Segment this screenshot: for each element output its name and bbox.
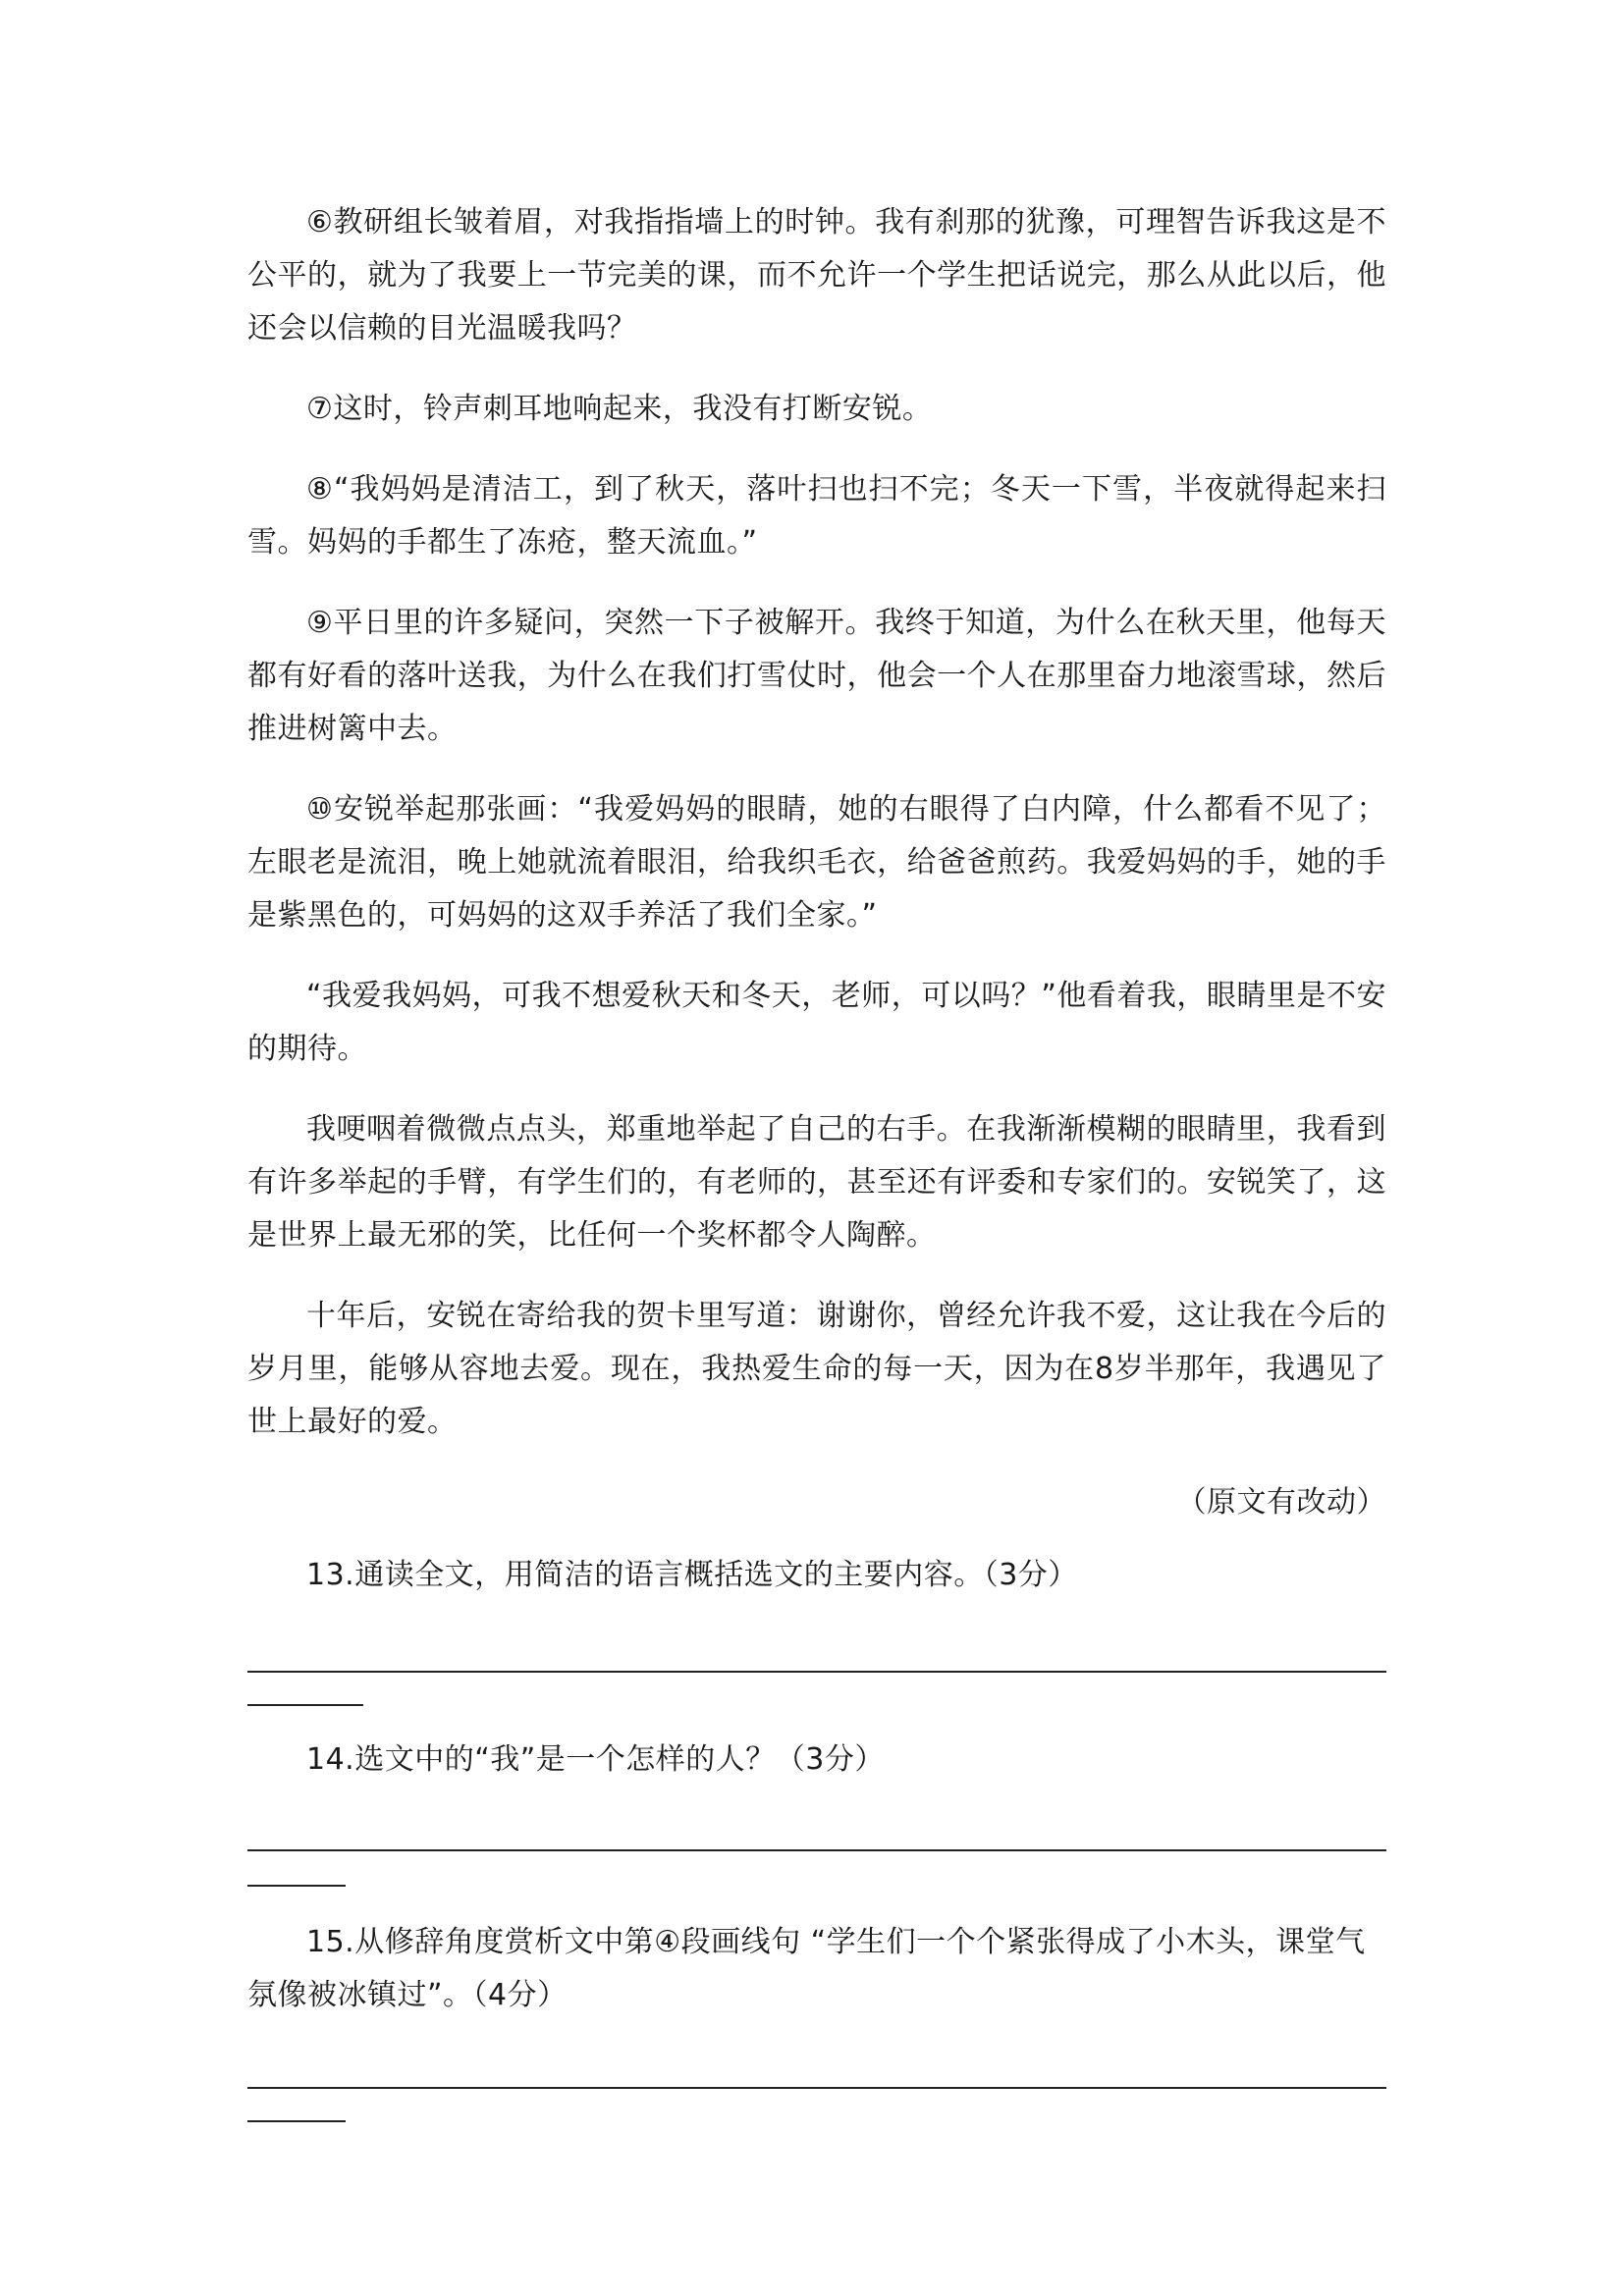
question-13: 13.通读全文，用简洁的语言概括选文的主要内容。（3分） xyxy=(306,1558,1078,1592)
paragraph-6: ⑥教研组长皱着眉，对我指指墙上的时钟。我有刹那的犹豫，可理智告诉我这是不公平的，就为了我要上一节完美的课，而不允许一个学生把话说完，那么从此以后，他还会以信赖的目光温暖我吗？ xyxy=(247,205,1386,346)
answer-line xyxy=(247,1704,363,1706)
answer-line xyxy=(247,2087,1386,2089)
question-14: 14.选文中的“我”是一个怎样的人？（3分） xyxy=(306,1742,885,1777)
answer-line xyxy=(247,2120,346,2122)
paragraph-10: ⑩安锐举起那张画：“我爱妈妈的眼睛，她的右眼得了白内障，什么都看不见了；左眼老是流泪，晚上她就流着眼泪，给我织毛衣，给爸爸煎药。我爱妈妈的手，她的手是紫黑色的，可妈妈的这双手养活了我们全家。” xyxy=(247,792,1386,933)
answer-line xyxy=(247,1671,1386,1673)
answer-line xyxy=(247,1849,1386,1851)
answer-line xyxy=(247,1885,346,1887)
paragraph-12: 我哽咽着微微点点头，郑重地举起了自己的右手。在我渐渐模糊的眼睛里，我看到有许多举起的手臂，有学生们的，有老师的，甚至还有评委和专家们的。安锐笑了，这是世界上最无邪的笑，比任何一个奖杯都令人陶醉。 xyxy=(247,1112,1386,1253)
source-note: （原文有改动） xyxy=(1176,1485,1386,1520)
paragraph-7: ⑦这时，铃声刺耳地响起来，我没有打断安锐。 xyxy=(306,392,933,426)
answer-area-14[interactable] xyxy=(247,1787,1386,1895)
question-15: 15.从修辞角度赏析文中第④段画线句 “学生们一个个紧张得成了小木头，课堂气氛像被冰镇过”。（4分） xyxy=(247,1925,1366,2012)
answer-area-15[interactable] xyxy=(247,2022,1386,2130)
paragraph-8: ⑧“我妈妈是清洁工，到了秋天，落叶扫也扫不完；冬天一下雪，半夜就得起来扫雪。妈妈的手都生了冻疮，整天流血。” xyxy=(247,472,1386,560)
paragraph-13: 十年后，安锐在寄给我的贺卡里写道：谢谢你，曾经允许我不爱，这让我在今后的岁月里，能够从容地去爱。现在，我热爱生命的每一天，因为在8岁半那年，我遇见了世上最好的爱。 xyxy=(247,1299,1386,1439)
exam-page xyxy=(247,196,1386,2130)
paragraph-11: “我爱我妈妈，可我不想爱秋天和冬天，老师，可以吗？”他看着我，眼睛里是不安的期待。 xyxy=(247,979,1386,1066)
answer-area-13[interactable] xyxy=(247,1602,1386,1712)
paragraph-9: ⑨平日里的许多疑问，突然一下子被解开。我终于知道，为什么在秋天里，他每天都有好看的落叶送我，为什么在我们打雪仗时，他会一个人在那里奋力地滚雪球，然后推进树篱中去。 xyxy=(247,606,1386,746)
